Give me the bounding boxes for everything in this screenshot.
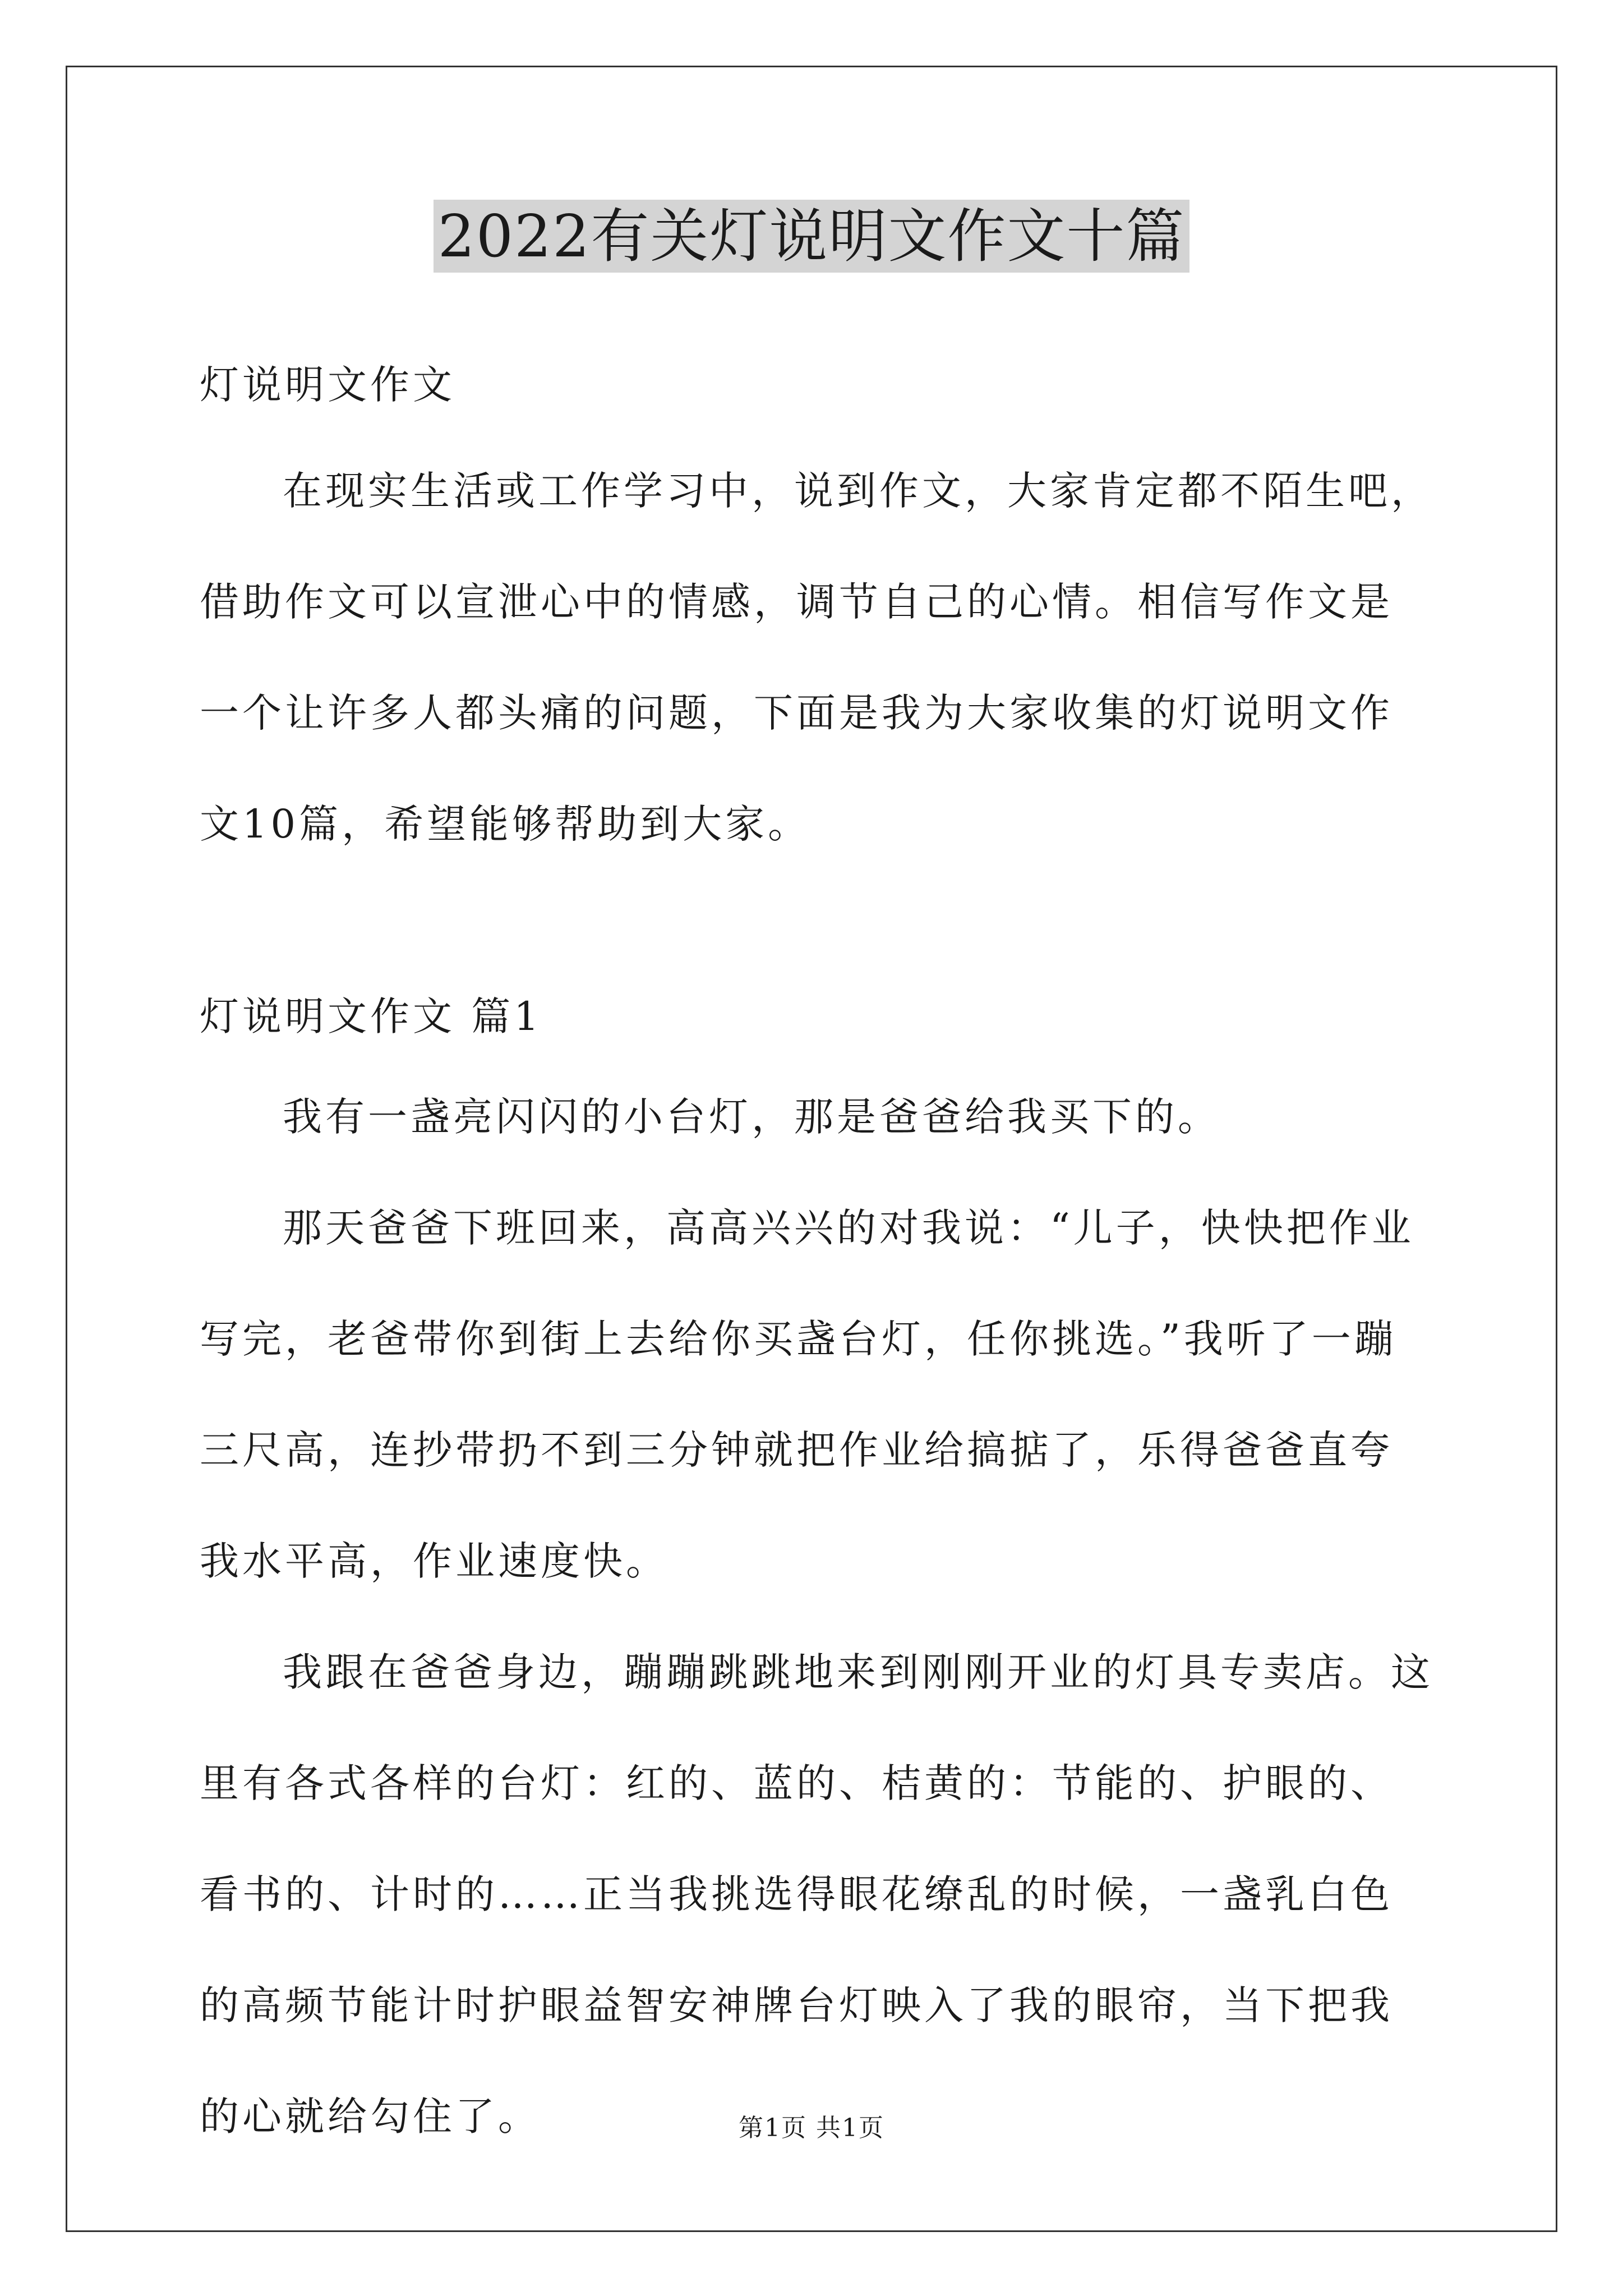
page-footer: 第1页 共1页: [739, 2114, 884, 2142]
section-heading: 灯说明文作文: [200, 362, 455, 408]
paragraph-1: 我有一盏亮闪闪的小台灯，那是爸爸给我买下的。: [283, 1094, 1220, 1140]
paragraph-2: 那天爸爸下班回来，高高兴兴的对我说：“儿子，快快把作业写完，老爸带你到街上去给你买盏台灯，任你挑选。”我听了一蹦三尺高，连抄带扔不到三分钟就把作业给搞掂了，乐得爸爸直夸我水平高，作业速度快。: [200, 1205, 1414, 1584]
paragraph-3: 我跟在爸爸身边，蹦蹦跳跳地来到刚刚开业的灯具专卖店。这里有各式各样的台灯：红的、蓝的、桔黄的：节能的、护眼的、看书的、计时的……正当我挑选得眼花缭乱的时候，一盏乳白色的高频节能计时护眼益智安神牌台灯映入了我的眼帘，当下把我的心就给勾住了。: [200, 1649, 1433, 2139]
intro-paragraph: 在现实生活或工作学习中，说到作文，大家肯定都不陌生吧，借助作文可以宣泄心中的情感，调节自己的心情。相信写作文是一个让许多人都头痛的问题，下面是我为大家收集的灯说明文作文10篇，希望能够帮助到大家。: [200, 468, 1433, 847]
document-title-text: 2022有关灯说明文作文十篇: [434, 200, 1190, 273]
document-title: [0, 200, 1623, 273]
article-heading: 灯说明文作文 篇1: [200, 993, 542, 1039]
